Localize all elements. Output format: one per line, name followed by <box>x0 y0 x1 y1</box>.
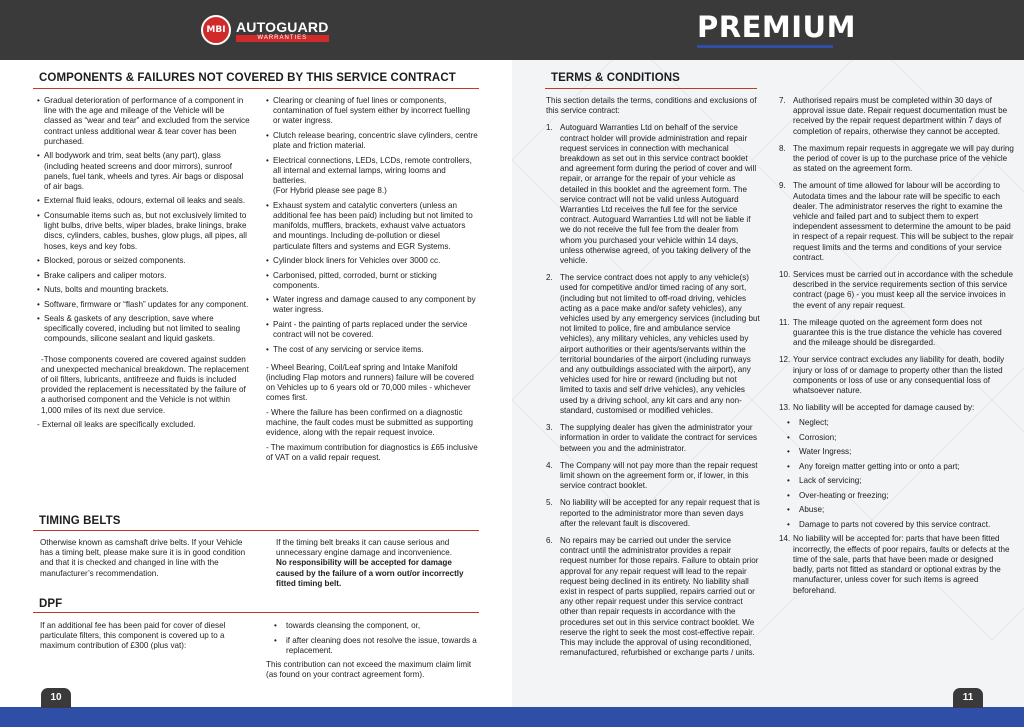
components-column-2 <box>266 96 478 468</box>
list-item: • Cylinder block liners for Vehicles over 3000 cc. <box>266 256 478 266</box>
list-item: 1. Autoguard Warranties Ltd on behalf of the service contract holder will provide administration and repair request services in connection with mechanical breakdown as set out in this service contract booklet and agreement form during the period of cover and will repair, or arrange for the repair of your vehicle as detailed in this booklet and the agreement form. The service contract will not be valid unless Autoguard Warranties Ltd receives the full fee for the service contract. Autoguard Warranties Ltd will not be liable if we do not receive the full fee from the dealer from whom you purchased your vehicle within 14 days, unless otherwise agreed, of you taking delivery of the vehicle. <box>546 123 757 266</box>
list-item: 11. The mileage quoted on the agreement form does not guarantee this is the true distance the vehicle has covered and the mileage should be disregarded. <box>779 317 1002 348</box>
list-item: • All bodywork and trim, seat belts (any part), glass (including heated screens and door mirrors), sunroof panels, fuel tank, wheels and tyres. Air bags or disposal of air bags. <box>37 151 251 192</box>
covered-components-note: -Those components covered are covered against sudden and unexpected mechanical breakdown. The replacement of oil filters, lubricants, antifreeze and fluids is included provided the replacement is necessitated by the failure of a authorised component and the Vehicle is not within 1,000 miles of its next due service. <box>41 354 249 415</box>
list-item: 9. The amount of time allowed for labour will be according to Autodata times and the labour rate will be specific to each dealer. The administrator reserves the right to examine the vehicle and failed part and to subject them to expert independent assessment to determine the amount to be paid in respect of a repair request. This will be subject to the repair request limits and the terms and conditions of your service contract. <box>779 181 1014 262</box>
list-item: • Nuts, bolts and mounting brackets. <box>37 285 251 295</box>
list-item: • Paint - the painting of parts replaced under the service contract will not be covered. <box>266 320 478 340</box>
sub-list-item: • Abuse; <box>779 505 1015 515</box>
list-item: • towards cleansing the component, or, <box>266 621 480 631</box>
sub-list-item: • Neglect; <box>779 418 1015 428</box>
page-number-left: 10 <box>41 688 71 708</box>
components-heading: COMPONENTS & FAILURES NOT COVERED BY THIS SERVICE CONTRACT <box>39 72 456 84</box>
list-item: • Brake calipers and caliper motors. <box>37 271 251 281</box>
timing-belts-column-1 <box>40 538 252 583</box>
list-item: • Seals & gaskets of any description, save where specifically covered, including but not limited to sealing compounds, silicone sealant and liquid gaskets. <box>37 314 251 345</box>
terms-column-1 <box>546 96 760 665</box>
dpf-heading-rule <box>33 612 479 613</box>
sub-list-item: • Over-heating or freezing; <box>779 491 1015 501</box>
logo-subtitle: WARRANTIES <box>236 35 329 42</box>
sub-list-item: • Any foreign matter getting into or onto a part; <box>779 462 1015 472</box>
dpf-text: If an additional fee has been paid for cover of diesel particulate filters, this component is covered up to a maximum contribution of £300 (plus vat): <box>40 621 226 651</box>
list-item: 12. Your service contract excludes any liability for death, bodily injury or loss of or damage to property other than the listed components or loss of use or any consequential loss of whatsoever nature. <box>779 355 1005 396</box>
list-item: 8. The maximum repair requests in aggregate we will pay during the period of cover is up to the purchase price of the vehicle as stated on the agreement form. <box>779 143 1014 174</box>
list-item: • Electrical connections, LEDs, LCDs, remote controllers, all internal and external lamps, wiring looms and batteries. <box>266 156 478 187</box>
diagnostic-limit-note: - The maximum contribution for diagnostics is £65 inclusive of VAT on a valid repair request. <box>266 442 478 463</box>
list-item: • Clearing or cleaning of fuel lines or components, contamination of fuel system either by incorrect fuelling or water ingress. <box>266 96 478 127</box>
list-item: 13. No liability will be accepted for damage caused by: <box>779 403 975 413</box>
list-item: 6. No repairs may be carried out under the service contract until the administrator provides a repair request number for those repairs. Failure to obtain prior approval for any repair request will lead to the repair request being declined in its entirety. No liability shall exist in respect of parts supplied, repairs carried out or any other repair request under this service contract other than repair requests in accordance with the procedures set out in this service contract booklet. We reserve the right to seek the most cost-effective repair. This may include the approval of using reconditioned, remanufactured, refurbished or exchange parts / units. <box>546 535 759 658</box>
sub-list-item: • Damage to parts not covered by this service contract. <box>779 520 1015 530</box>
list-item: • Consumable items such as, but not exclusively limited to light bulbs, drive belts, wiper blades, brake linings, brake discs, cylinders, cables, bushes, glow plugs, all pipes, all hoses, keys and key fobs. <box>37 211 251 252</box>
list-item: 3. The supplying dealer has given the administrator your information in order to validate the contract for services between you and the administrator. <box>546 423 758 453</box>
timing-belts-liability: No responsibility will be accepted for damage caused by the failure of a worn out/or incorrectly fitted timing belt. <box>276 558 464 588</box>
timing-belts-text: Otherwise known as camshaft drive belts. If your Vehicle has a timing belt, please make sure it is in good condition and that it is checked and changed in line with the manufacturer’s recommendation. <box>40 538 246 578</box>
dpf-contribution-note: This contribution can not exceed the maximum claim limit (as found on your contract agreement form). <box>266 660 472 680</box>
page-header <box>0 0 1024 60</box>
components-column-1 <box>37 96 251 435</box>
timing-belts-heading-rule <box>33 530 479 531</box>
list-item: 10. Services must be carried out in accordance with the schedule described in the service requirements section of this service contract (page 6) - you must keep all the service invoices in the event of any repair request. <box>779 270 1013 310</box>
hybrid-note: (For Hybrid please see page 8.) <box>273 186 387 196</box>
logo-name: AUTOGUARD <box>236 18 329 35</box>
sub-list-item: • Water Ingress; <box>779 447 1015 457</box>
page-number-right: 11 <box>953 688 983 708</box>
autoguard-logo <box>201 12 329 48</box>
dpf-column-2 <box>266 621 480 685</box>
timing-belts-column-2 <box>276 538 476 593</box>
list-item: • Exhaust system and catalytic converters (unless an additional fee has been paid) including but not limited to manifolds, mufflers, brackets, exhaust valve actuators and mountings. Including de-pollution or diesel particulate filters and systems and EGR Systems. <box>266 201 478 252</box>
list-item: • Carbonised, pitted, corroded, burnt or sticking components. <box>266 271 478 291</box>
sub-list-item: • Corrosion; <box>779 433 1015 443</box>
timing-belts-warning: If the timing belt breaks it can cause serious and unnecessary engine damage and inconvenience. <box>276 538 452 558</box>
list-item: • if after cleaning does not resolve the issue, towards a replacement. <box>266 636 480 656</box>
dpf-column-1 <box>40 621 250 656</box>
list-item: • Water ingress and damage caused to any component by water ingress. <box>266 295 478 315</box>
timing-belts-heading: TIMING BELTS <box>39 515 121 527</box>
list-item: • Blocked, porous or seized components. <box>37 256 251 266</box>
list-item: • Clutch release bearing, concentric slave cylinders, centre plate and friction material. <box>266 131 478 151</box>
list-item: 4. The Company will not pay more than the repair request limit shown on the agreement form or, if lower, in this service contract booklet. <box>546 460 758 491</box>
diagnostic-note: - Where the failure has been confirmed on a diagnostic machine, the fault codes must be submitted as supporting evidence, along with the repair request invoice. <box>266 407 473 438</box>
terms-intro: This section details the terms, conditions and exclusions of this service contract: <box>546 96 757 116</box>
list-item: 14. No liability will be accepted for: parts that have been fitted incorrectly, the effects of poor repairs, faults or defects at the time of the sale, parts that have been made or designed badly, parts not fitted as standard or optional extras by the manufacturer, unless cover for such items is agreed beforehand. <box>779 534 1010 595</box>
sub-list-item: • Lack of servicing; <box>779 476 1015 486</box>
list-item: • External fluid leaks, odours, external oil leaks and seals. <box>37 196 251 206</box>
wheel-bearing-note: - Wheel Bearing, Coil/Leaf spring and Intake Manifold (including Flap motors and runners) failure will be covered on Vehicles up to 6 years old or 70,000 miles - whichever comes first. <box>266 362 474 403</box>
list-item: 5. No liability will be accepted for any repair request that is reported to the administrator more than seven days after the relevant fault is discovered. <box>546 498 760 528</box>
title-underline <box>697 45 833 48</box>
list-item: 7. Authorised repairs must be completed within 30 days of approval issue date. Repair request documentation must be received by the repair request department within 7 days of completion of repairs, otherwise they cannot be accepted. <box>779 96 1008 136</box>
list-item: • Software, firmware or “flash” updates for any component. <box>37 300 251 310</box>
list-item: 2. The service contract does not apply to any vehicle(s) used for competitive and/or timed racing of any sort, (including but not limited to off-road driving, vehicles acting as a pace make and/or safety vehicles), any vehicles used by any emergency services (including but not limited to police, fire and ambulance service vehicles), any military vehicles, any vehicles used by airport authorities or their agents/servants within the territorial boundaries of the airport (including runways and any outbuildings associated with the airport), any vehicles used for hire or reward (including but not limited to taxis and self drive vehicles), any vehicles used by a driving school, any kit cars and any non-standard, customised or modified vehicles. <box>546 273 760 415</box>
terms-heading: TERMS & CONDITIONS <box>551 72 680 84</box>
dpf-heading: DPF <box>39 598 63 610</box>
list-item: • Gradual deterioration of performance of a component in line with the age and mileage of the Vehicle will be classed as “wear and tear” and excluded from the service contract unless additional wear & tear cover has been purchased. <box>37 96 251 147</box>
product-title: PREMIUM <box>697 10 856 44</box>
components-heading-rule <box>33 88 479 89</box>
terms-heading-rule <box>545 88 757 89</box>
list-item: • The cost of any servicing or service items. <box>266 345 478 355</box>
oil-leaks-note: - External oil leaks are specifically excluded. <box>37 420 196 430</box>
terms-column-2 <box>779 96 1015 603</box>
logo-mark-icon: MBI <box>201 15 231 45</box>
page-footer <box>0 707 1024 727</box>
